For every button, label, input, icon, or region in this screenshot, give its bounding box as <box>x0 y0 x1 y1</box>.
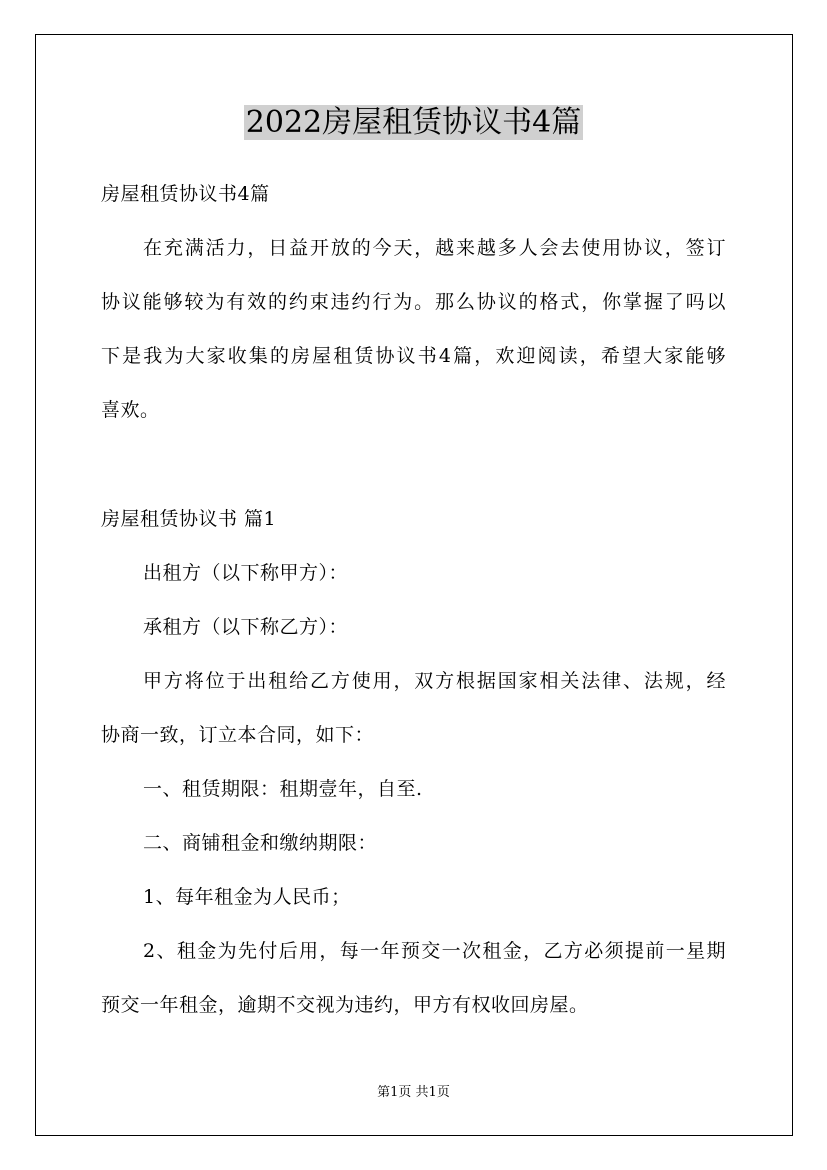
page-number-footer: 第1页 共1页 <box>377 1085 450 1100</box>
body-line-premise-1: 甲方将位于出租给乙方使用，双方根据国家相关法律、法规，经 <box>143 670 726 692</box>
body-line-rent-heading: 二、商铺租金和缴纳期限： <box>143 832 378 854</box>
body-line-rent-1: 1、每年租金为人民币； <box>143 886 351 908</box>
body-line-rent-2b: 预交一年租金，逾期不交视为违约，甲方有权收回房屋。 <box>101 994 589 1016</box>
intro-line-2: 协议能够较为有效的约束违约行为。那么协议的格式，你掌握了吗以 <box>101 291 726 313</box>
intro-line-1: 在充满活力，日益开放的今天，越来越多人会去使用协议，签订 <box>143 237 726 259</box>
intro-line-4: 喜欢。 <box>101 399 160 421</box>
intro-line-3: 下是我为大家收集的房屋租赁协议书4篇，欢迎阅读，希望大家能够 <box>101 345 726 367</box>
body-line-premise-2: 协商一致，订立本合同，如下： <box>101 724 375 746</box>
document-title-text: 2022房屋租赁协议书4篇 <box>245 105 582 140</box>
body-line-rent-2a: 2、租金为先付后用，每一年预交一次租金，乙方必须提前一星期 <box>143 940 726 962</box>
body-line-term: 一、租赁期限：租期壹年，自至. <box>143 778 423 800</box>
body-line-lessee: 承租方（以下称乙方）： <box>143 616 349 638</box>
document-subtitle: 房屋租赁协议书4篇 <box>101 183 270 205</box>
document-title <box>0 103 827 143</box>
section-heading: 房屋租赁协议书 篇1 <box>101 508 277 530</box>
body-line-lessor: 出租方（以下称甲方）： <box>143 562 349 584</box>
